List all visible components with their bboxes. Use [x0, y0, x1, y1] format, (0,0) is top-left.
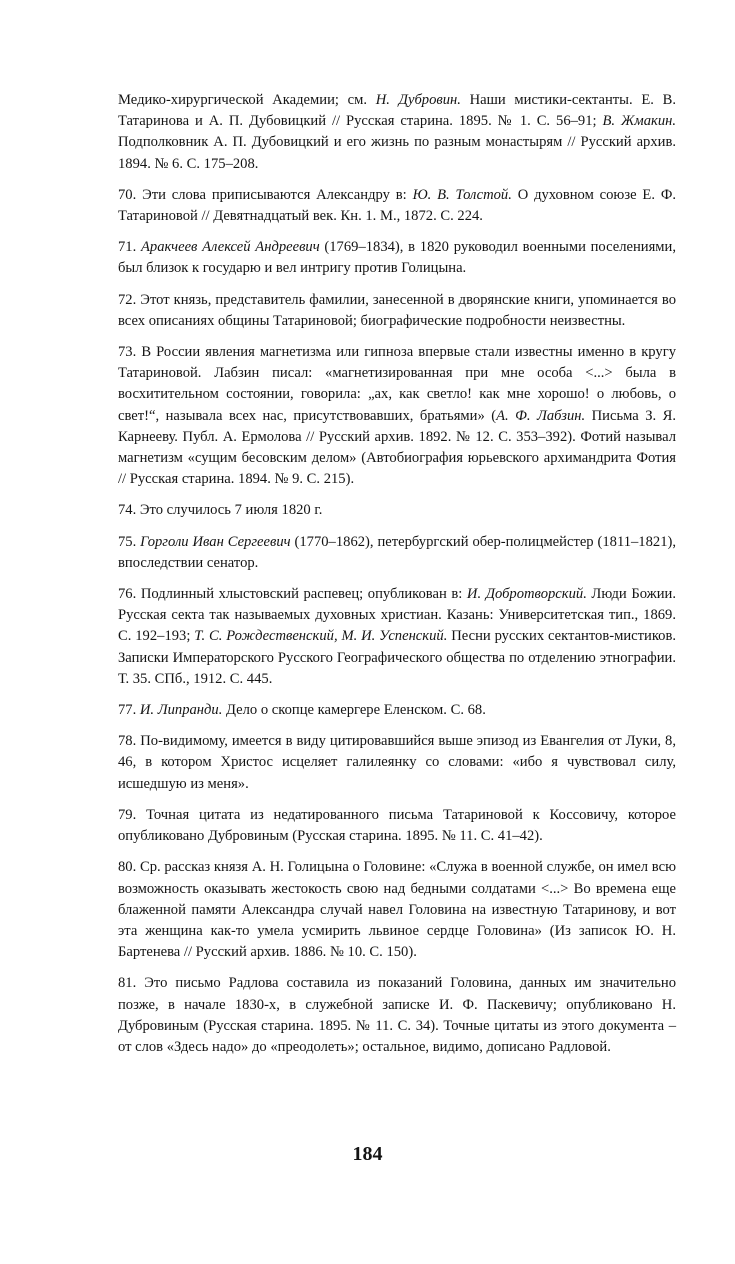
- note-text: Подполковник А. П. Дубовицкий и его жизнь по разным монастырям // Русский архив. 1894. № 6. С. 175–208.: [118, 134, 676, 172]
- note-author-italic: Горголи Иван Сергеевич: [140, 533, 291, 550]
- endnote: [118, 500, 676, 521]
- endnote: [118, 237, 676, 279]
- note-text: 73. В России явления магнетизма или гипноза впервые стали известны именно в кругу Татариновой. Лабзин писал: «магнетизированная при мне особа <...> была в восхитительном состоянии, говорила: „ах, как светло! как мне хорошо! о любовь, о свет!“, называла всех нас, присутствовавших, братьями» (: [118, 344, 676, 424]
- note-text: 71.: [118, 239, 141, 256]
- endnotes-list: [118, 90, 676, 1068]
- note-author-italic: И. Добротворский.: [466, 586, 587, 603]
- endnote: [118, 532, 676, 574]
- note-text: (1769–1834), в 1820 руководил военными поселениями, был близок к государю и вел интригу против Голицына.: [118, 239, 677, 277]
- endnote: [118, 700, 676, 721]
- note-text: 72. Этот князь, представитель фамилии, занесенной в дворянские книги, упоминается во всех описаниях общины Татариновой; биографические подробности неизвестны.: [118, 291, 676, 329]
- note-author-italic: И. Липранди.: [139, 702, 223, 719]
- note-text: 81. Это письмо Радлова составила из показаний Головина, данных им значительно позже, в начале 1830-х, в служебной записке И. Ф. Паскевичу; опубликовано Н. Дубровиным (Русская старина. 1895. № 11. С. 34). Точные цитаты из этого документа – от слов «Здесь надо» до «преодолеть»; остальное, видимо, дописано Радловой.: [118, 975, 676, 1055]
- note-author-italic: А. Ф. Лабзин.: [496, 407, 586, 424]
- endnote: [118, 805, 676, 847]
- note-text: 77.: [118, 702, 140, 719]
- page-number: 184: [352, 1143, 383, 1165]
- endnote: [118, 90, 676, 175]
- endnote: [118, 342, 676, 490]
- note-text: Письма З. Я. Карнееву. Публ. А. Ермолова // Русский архив. 1892. № 12. С. 353–392). Фотий называл магнетизм «сущим бесовским делом» (Автобиография юрьевского архимандрита Фотия // Русская старина. 1894. № 9. С. 215).: [118, 407, 676, 488]
- note-text: О духовном союзе Е. Ф. Татариновой // Девятнадцатый век. Кн. 1. М., 1872. С. 224.: [118, 186, 676, 225]
- endnote: [118, 185, 676, 227]
- note-author-italic: Ю. В. Толстой.: [412, 186, 512, 203]
- note-text: 76. Подлинный хлыстовский распевец; опубликован в:: [118, 586, 467, 603]
- note-text: Песни русских сектантов-мистиков. Записки Императорского Русского Географического общества по отделению этнографии. Т. 35. СПб., 1912. С. 445.: [118, 628, 676, 687]
- note-text: 75.: [118, 533, 141, 550]
- note-author-italic: Аракчеев Алексей Андреевич: [140, 239, 320, 256]
- note-text: Дело о скопце камергере Еленском. С. 68.: [222, 702, 486, 719]
- note-text: Люди Божии. Русская секта так называемых духовных христиан. Казань: Университетская тип., 1869. С. 192–193;: [118, 586, 676, 645]
- note-text: 74. Это случилось 7 июля 1820 г.: [118, 502, 323, 519]
- note-author-italic: Н. Дубровин.: [375, 92, 461, 108]
- note-text: 80. Ср. рассказ князя А. Н. Голицына о Головине: «Служа в военной службе, он имел всю возможность оказывать жестокость свою над бедными солдатами <...> Во времена еще блаженной памяти Александра случай навел Головина на известную Татаринову, и вот эта женщина как-то умела усмирить львиное сердце Головина» (Из записок Ю. Н. Бартенева // Русский архив. 1886. № 10. С. 150).: [118, 859, 676, 961]
- note-text: Наши мистики-сектанты. Е. В. Татаринова и А. П. Дубовицкий // Русская старина. 1895. № 1. С. 56–91;: [118, 92, 676, 130]
- endnote: [118, 857, 676, 963]
- endnote: [118, 973, 676, 1058]
- note-text: (1770–1862), петербургский обер-полицмейстер (1811–1821), впоследствии сенатор.: [118, 533, 677, 571]
- endnote: [118, 584, 676, 690]
- note-author-italic: В. Жмакин.: [602, 113, 677, 130]
- note-text: 79. Точная цитата из недатированного письма Татариновой к Коссовичу, которое опубликовано Дубровиным (Русская старина. 1895. № 11. С. 41–42).: [118, 806, 676, 845]
- note-text: 70. Эти слова приписываются Александру в:: [118, 186, 413, 203]
- note-text: Медико-хирургической Академии; см.: [118, 92, 376, 108]
- note-author-italic: Т. С. Рождественский, М. И. Успенский.: [194, 628, 448, 645]
- note-text: 78. По-видимому, имеется в виду цитировавшийся выше эпизод из Евангелия от Луки, 8, 46, в котором Христос исцеляет галилеянку со словами: «ибо я чувствовал силу, исшедшую из меня».: [118, 733, 676, 792]
- endnote: [118, 290, 676, 332]
- endnote: [118, 731, 676, 795]
